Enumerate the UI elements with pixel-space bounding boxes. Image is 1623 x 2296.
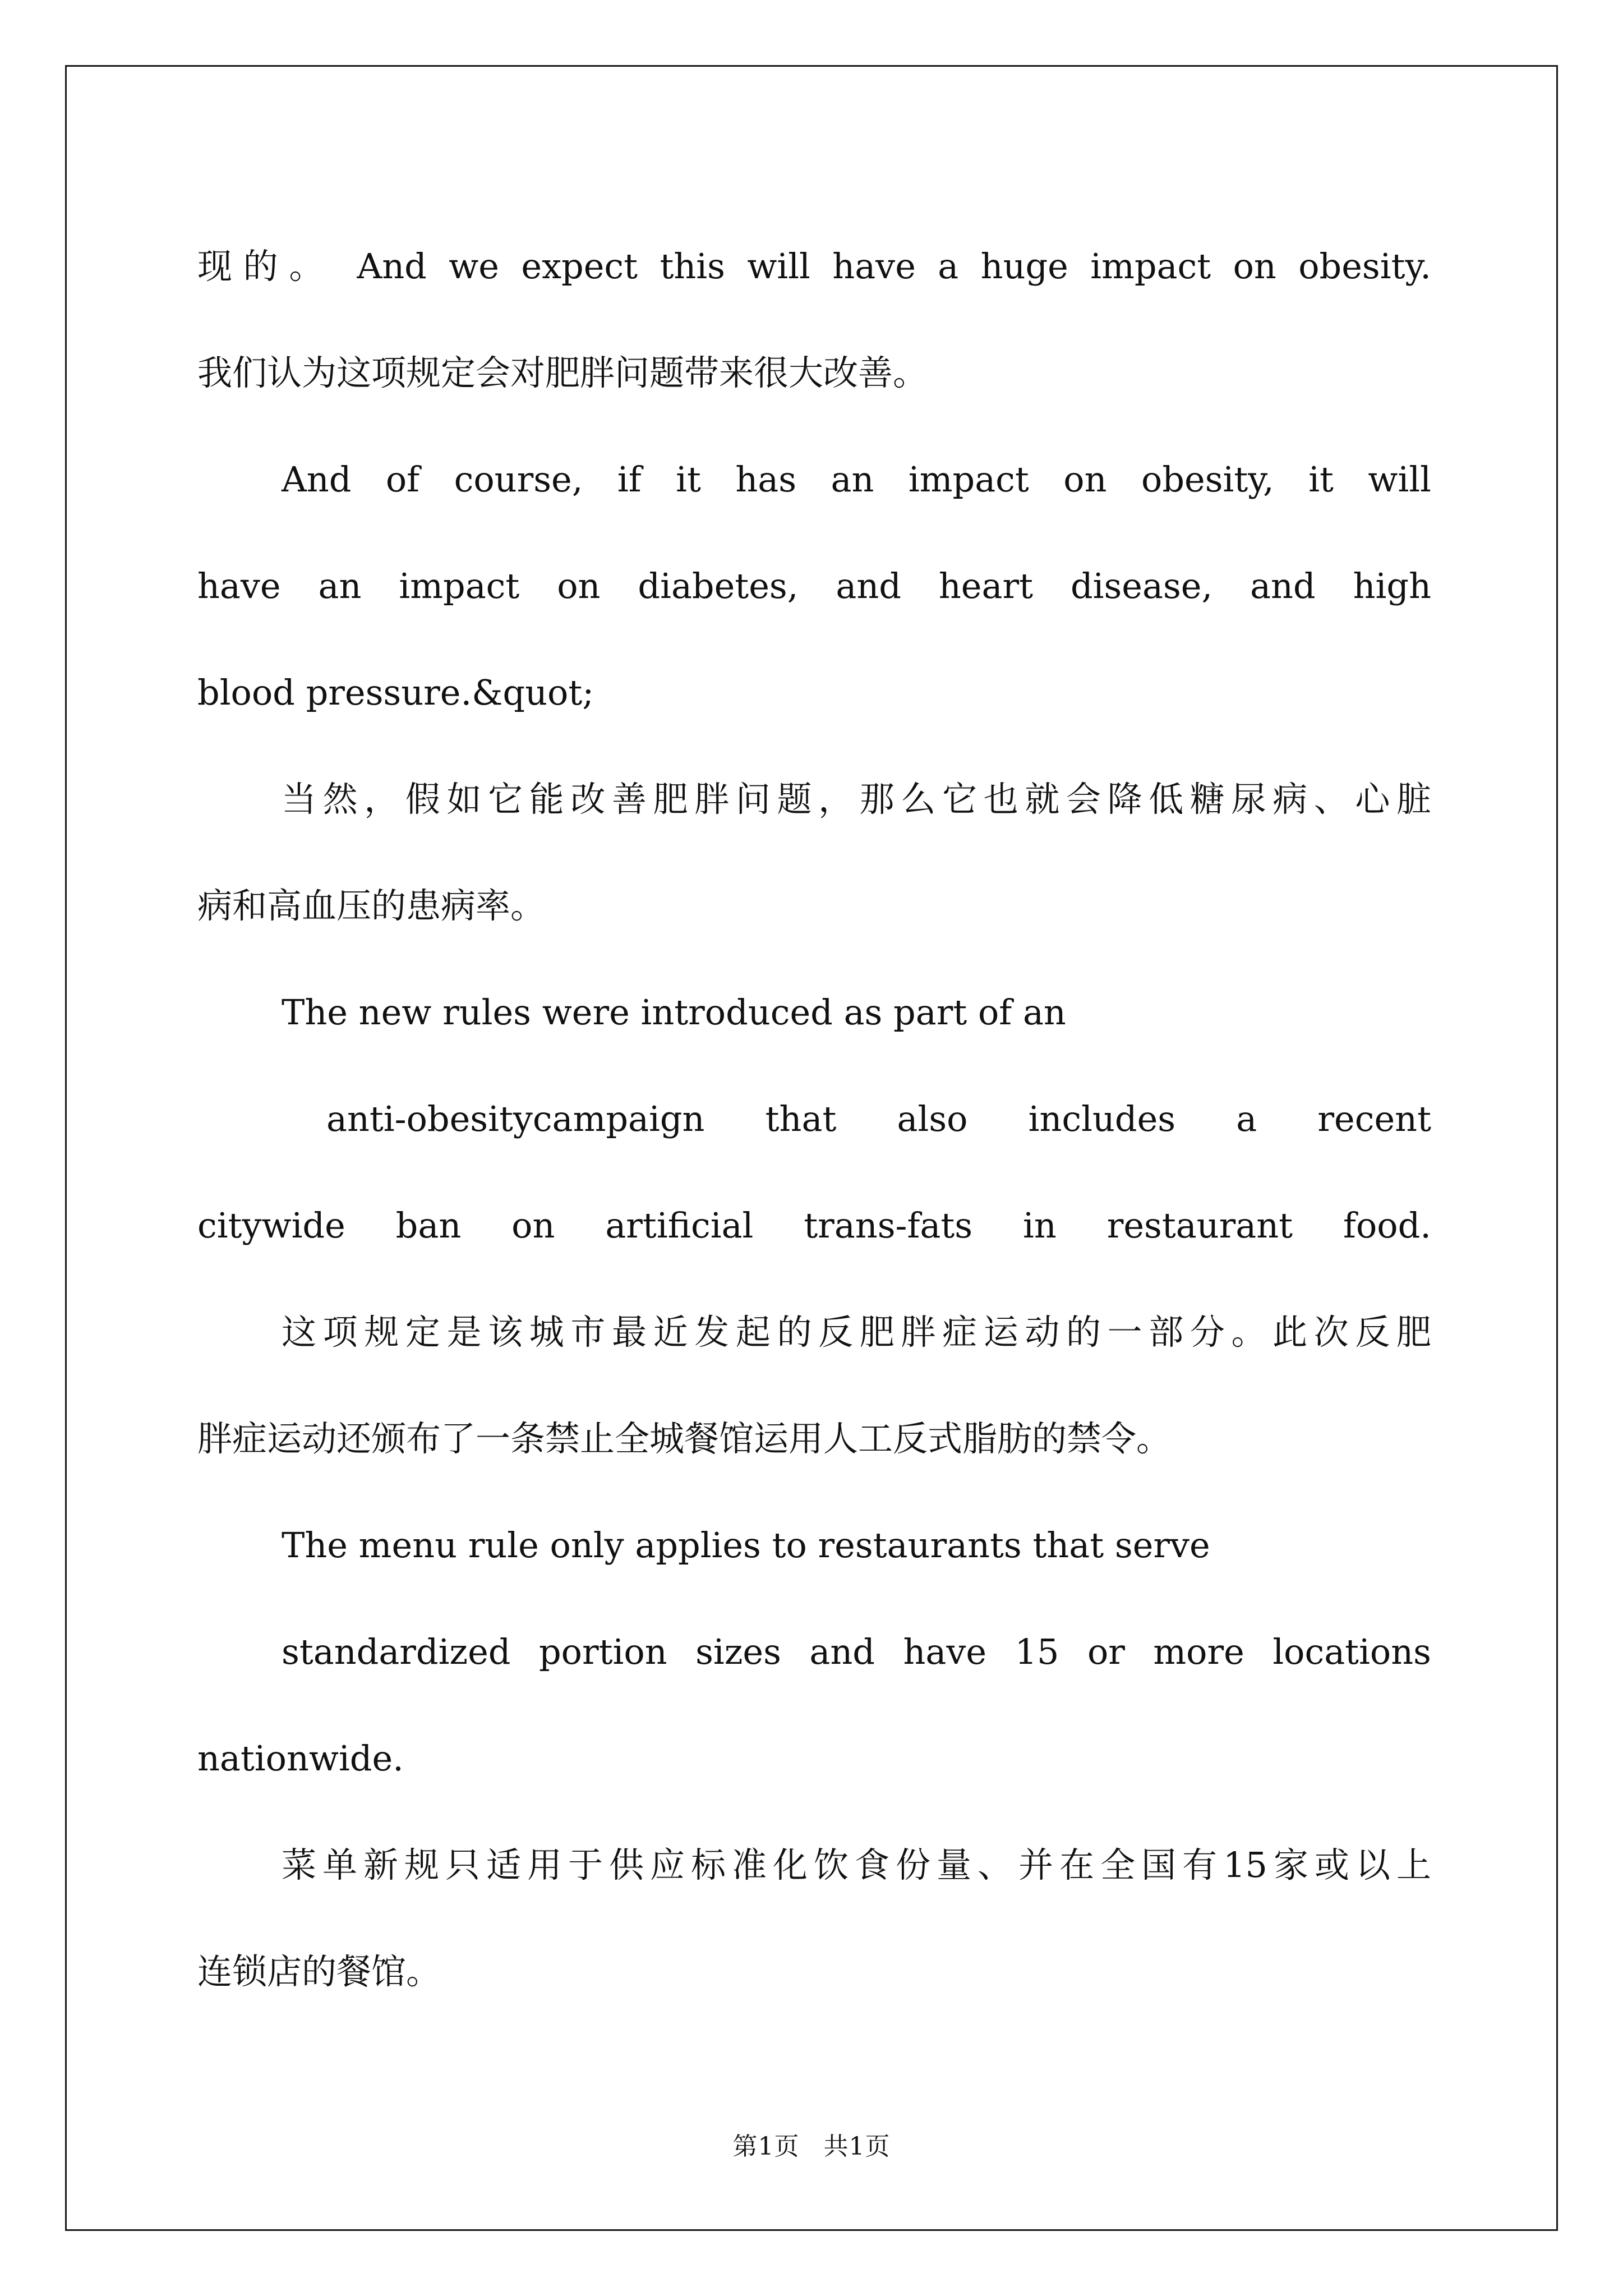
text-line: 这项规定是该城市最近发起的反肥胖症运动的一部分。此次反肥 — [282, 1312, 1431, 1352]
text-line: And of course, if it has an impact on obesity, it will — [282, 459, 1431, 500]
text-line: anti-obesitycampaign that also includes a recent — [326, 1098, 1431, 1139]
text-line: 当然，假如它能改善肥胖问题，那么它也就会降低糖尿病、心脏 — [282, 779, 1431, 820]
text-line: 我们认为这项规定会对肥胖问题带来很大改善。 — [197, 352, 928, 393]
text-line: nationwide. — [197, 1738, 404, 1779]
text-line: The new rules were introduced as part of an — [282, 992, 1066, 1033]
text-line: have an impact on diabetes, and heart disease, and high — [197, 565, 1431, 606]
text-line: blood pressure.&quot; — [197, 672, 594, 713]
page-total: 共1页 — [823, 2132, 891, 2161]
text-line: 病和高血压的患病率。 — [197, 885, 546, 926]
text-line: The menu rule only applies to restaurants that serve — [282, 1525, 1210, 1566]
text-line: citywide ban on artificial trans-fats in restaurant food. — [197, 1205, 1431, 1246]
page-footer — [0, 2126, 1623, 2162]
page-number: 第1页 — [732, 2132, 800, 2161]
text-line: 现的。 And we expect this will have a huge impact on obesity. — [197, 246, 1431, 287]
document-body — [197, 213, 1431, 2025]
text-line: 菜单新规只适用于供应标准化饮食份量、并在全国有15家或以上 — [282, 1844, 1431, 1885]
text-line: standardized portion sizes and have 15 or more locations — [282, 1631, 1431, 1672]
text-line: 胖症运动还颁布了一条禁止全城餐馆运用人工反式脂肪的禁令。 — [197, 1418, 1172, 1459]
text-line: 连锁店的餐馆。 — [197, 1951, 441, 1992]
